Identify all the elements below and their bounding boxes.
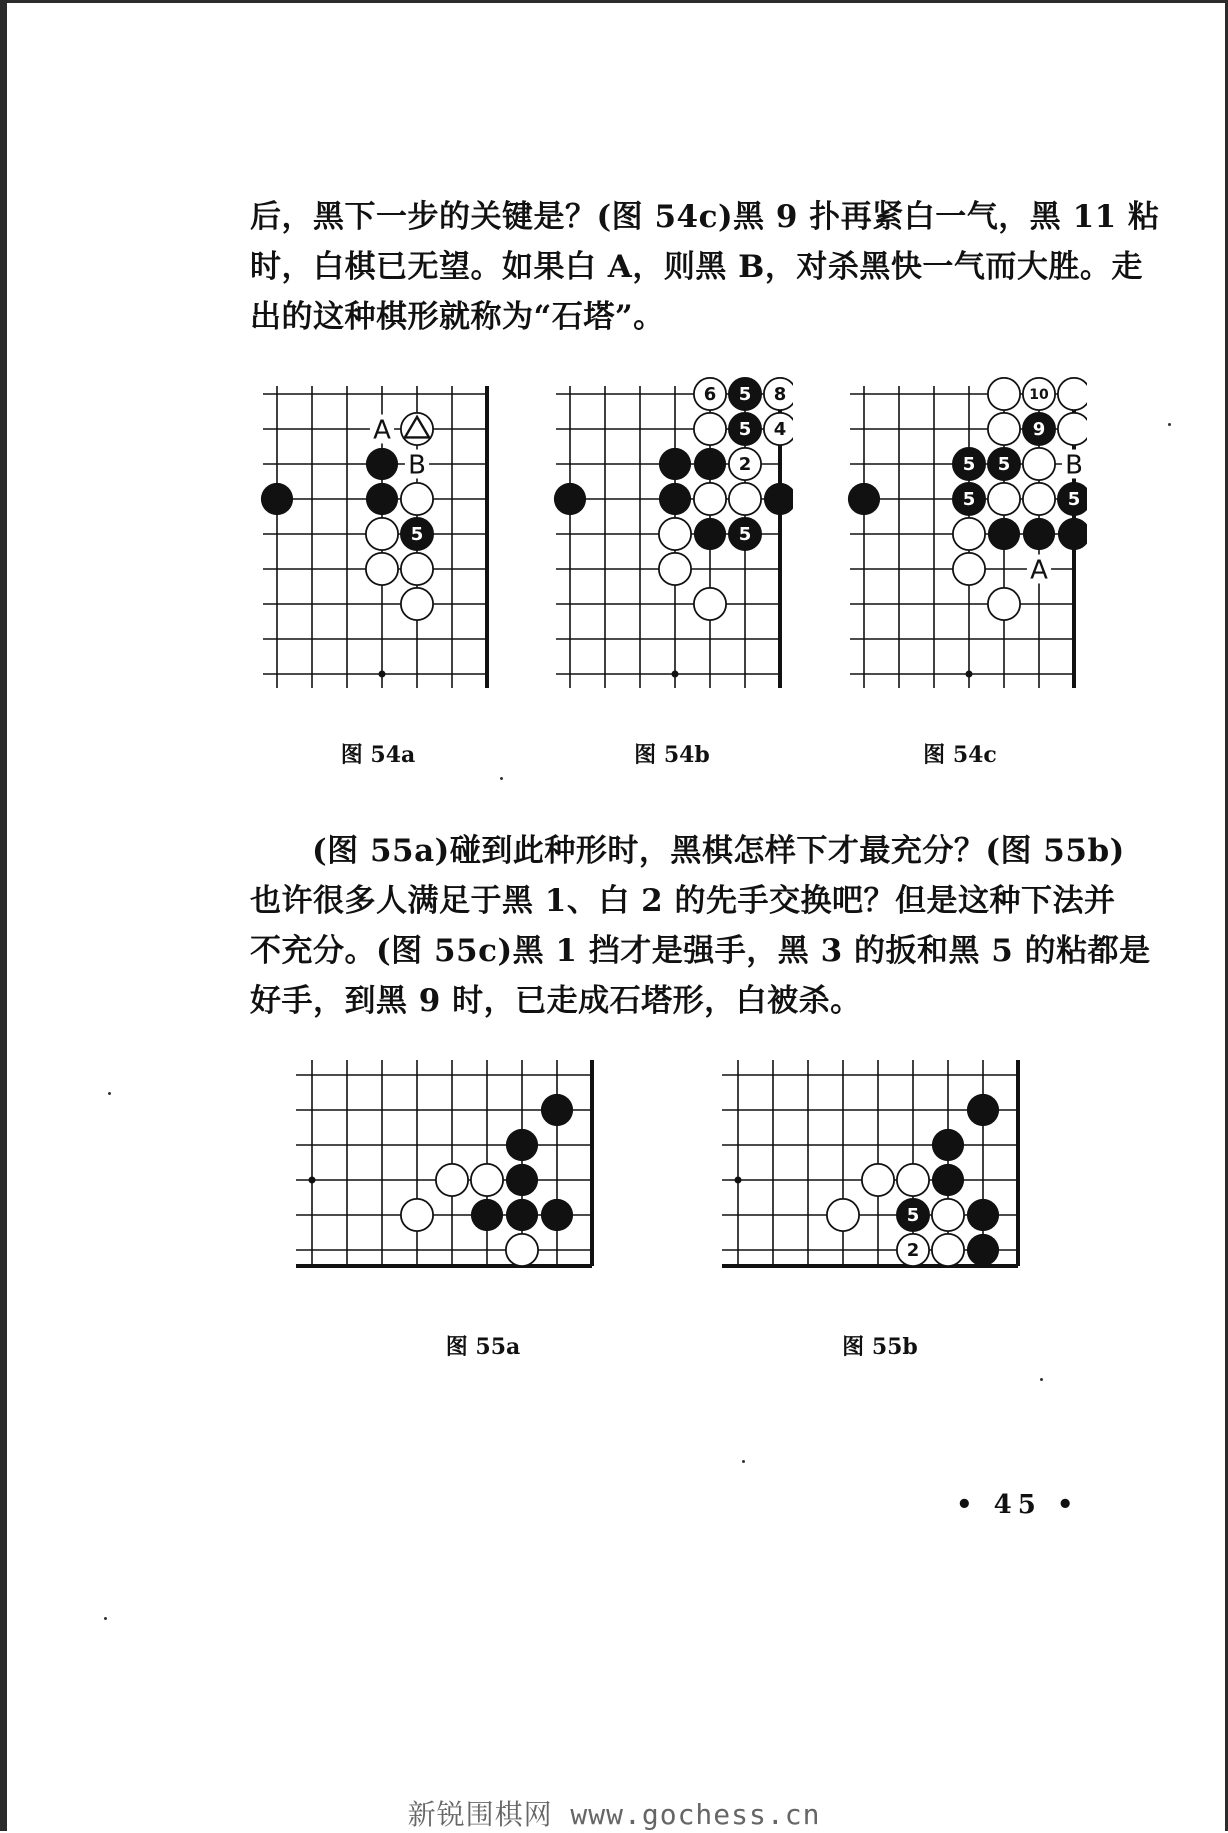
watermark: 新锐围棋网 www.gochess.cn — [407, 1798, 821, 1831]
move-number-label: 5 — [738, 419, 752, 440]
scan-speck — [500, 777, 503, 780]
white-stone — [366, 518, 398, 550]
move-number-label: 5 — [906, 1205, 920, 1226]
white-stone — [401, 483, 433, 515]
white-stone — [953, 553, 985, 585]
white-stone — [1058, 378, 1087, 410]
black-stone — [1023, 518, 1055, 550]
white-stone — [436, 1164, 468, 1196]
white-stone — [694, 413, 726, 445]
white-stone — [988, 413, 1020, 445]
star-point — [309, 1177, 316, 1184]
star-point — [672, 671, 679, 678]
white-stone — [988, 588, 1020, 620]
white-stone — [827, 1199, 859, 1231]
black-stone — [261, 483, 293, 515]
paragraph-2-line-4: 好手，到黑 9 时，已走成石塔形，白被杀。 — [250, 983, 862, 1019]
white-stone — [988, 483, 1020, 515]
paragraph-1 — [250, 192, 1160, 342]
scan-speck — [742, 1460, 745, 1463]
move-number-label: 9 — [1032, 419, 1046, 440]
black-stone — [694, 448, 726, 480]
black-stone — [471, 1199, 503, 1231]
scan-speck — [1168, 423, 1171, 426]
scan-speck — [1040, 1378, 1043, 1381]
move-number-label: 10 — [1029, 387, 1049, 403]
board-fig-54b — [548, 372, 793, 722]
board-fig-55b — [718, 1060, 1058, 1300]
white-stone — [1058, 413, 1087, 445]
white-stone — [1023, 448, 1055, 480]
black-stone — [366, 483, 398, 515]
page-frame-top — [0, 0, 1228, 3]
black-stone — [554, 483, 586, 515]
paragraph-2-line-2: 也许很多人满足于黑 1、白 2 的先手交换吧？但是这种下法并 — [250, 883, 1116, 919]
white-stone — [897, 1164, 929, 1196]
white-stone — [1023, 483, 1055, 515]
paragraph-2-line-1: (图 55a)碰到此种形时，黑棋怎样下才最充分？(图 55b) — [312, 833, 1125, 869]
white-stone — [401, 588, 433, 620]
board-fig-54a — [255, 372, 500, 722]
point-letter-label: A — [373, 415, 391, 446]
scan-speck — [104, 1617, 107, 1620]
black-stone — [1058, 518, 1087, 550]
caption-fig-54b: 图 54b — [634, 742, 710, 768]
point-letter-label: B — [1065, 450, 1083, 481]
move-number-label: 6 — [703, 384, 717, 405]
black-stone — [988, 518, 1020, 550]
paragraph-2 — [250, 826, 1151, 1026]
black-stone — [541, 1094, 573, 1126]
move-number-label: 5 — [738, 384, 752, 405]
star-point — [379, 671, 386, 678]
caption-fig-55b: 图 55b — [842, 1334, 918, 1360]
white-stone — [366, 553, 398, 585]
black-stone — [967, 1094, 999, 1126]
board-fig-55a — [292, 1060, 632, 1300]
white-stone — [932, 1199, 964, 1231]
black-stone — [506, 1199, 538, 1231]
white-stone — [729, 483, 761, 515]
caption-fig-55a: 图 55a — [445, 1334, 521, 1360]
paragraph-2-line-3: 不充分。(图 55c)黑 1 挡才是强手，黑 3 的扳和黑 5 的粘都是 — [250, 933, 1151, 969]
white-stone — [694, 483, 726, 515]
black-stone — [541, 1199, 573, 1231]
black-stone — [848, 483, 880, 515]
board-fig-54c — [842, 372, 1087, 722]
star-point — [966, 671, 973, 678]
page-frame-left — [0, 0, 7, 1831]
white-stone — [506, 1234, 538, 1266]
black-stone — [659, 483, 691, 515]
move-number-label: 8 — [773, 384, 787, 405]
white-stone — [862, 1164, 894, 1196]
move-number-label: 5 — [738, 524, 752, 545]
white-stone — [659, 518, 691, 550]
black-stone — [967, 1199, 999, 1231]
white-stone — [953, 518, 985, 550]
move-number-label: 2 — [738, 454, 752, 475]
paragraph-1-line-1: 后，黑下一步的关键是？(图 54c)黑 9 扑再紧白一气，黑 11 粘 — [250, 199, 1160, 235]
move-number-label: 4 — [773, 419, 787, 440]
white-stone — [694, 588, 726, 620]
black-stone — [506, 1129, 538, 1161]
white-stone — [471, 1164, 503, 1196]
black-stone — [932, 1164, 964, 1196]
caption-fig-54c: 图 54c — [923, 742, 997, 768]
paragraph-1-line-2: 时，白棋已无望。如果白 A，则黑 B，对杀黑快一气而大胜。走 — [250, 249, 1143, 285]
black-stone — [764, 483, 793, 515]
caption-fig-54a: 图 54a — [340, 742, 416, 768]
move-number-label: 5 — [997, 454, 1011, 475]
white-stone — [401, 553, 433, 585]
move-number-label: 5 — [410, 524, 424, 545]
star-point — [735, 1177, 742, 1184]
white-stone — [988, 378, 1020, 410]
move-number-label: 2 — [906, 1240, 920, 1261]
scan-speck — [108, 1092, 111, 1095]
black-stone — [932, 1129, 964, 1161]
black-stone — [366, 448, 398, 480]
black-stone — [659, 448, 691, 480]
black-stone — [506, 1164, 538, 1196]
black-stone — [694, 518, 726, 550]
white-stone — [932, 1234, 964, 1266]
white-stone — [401, 1199, 433, 1231]
move-number-label: 5 — [1067, 489, 1081, 510]
black-stone — [967, 1234, 999, 1266]
move-number-label: 5 — [962, 454, 976, 475]
point-letter-label: A — [1030, 555, 1048, 586]
page-number: • 45 • — [956, 1490, 1080, 1520]
point-letter-label: B — [408, 450, 426, 481]
white-stone — [659, 553, 691, 585]
move-number-label: 5 — [962, 489, 976, 510]
paragraph-1-line-3: 出的这种棋形就称为“石塔”。 — [250, 299, 665, 335]
